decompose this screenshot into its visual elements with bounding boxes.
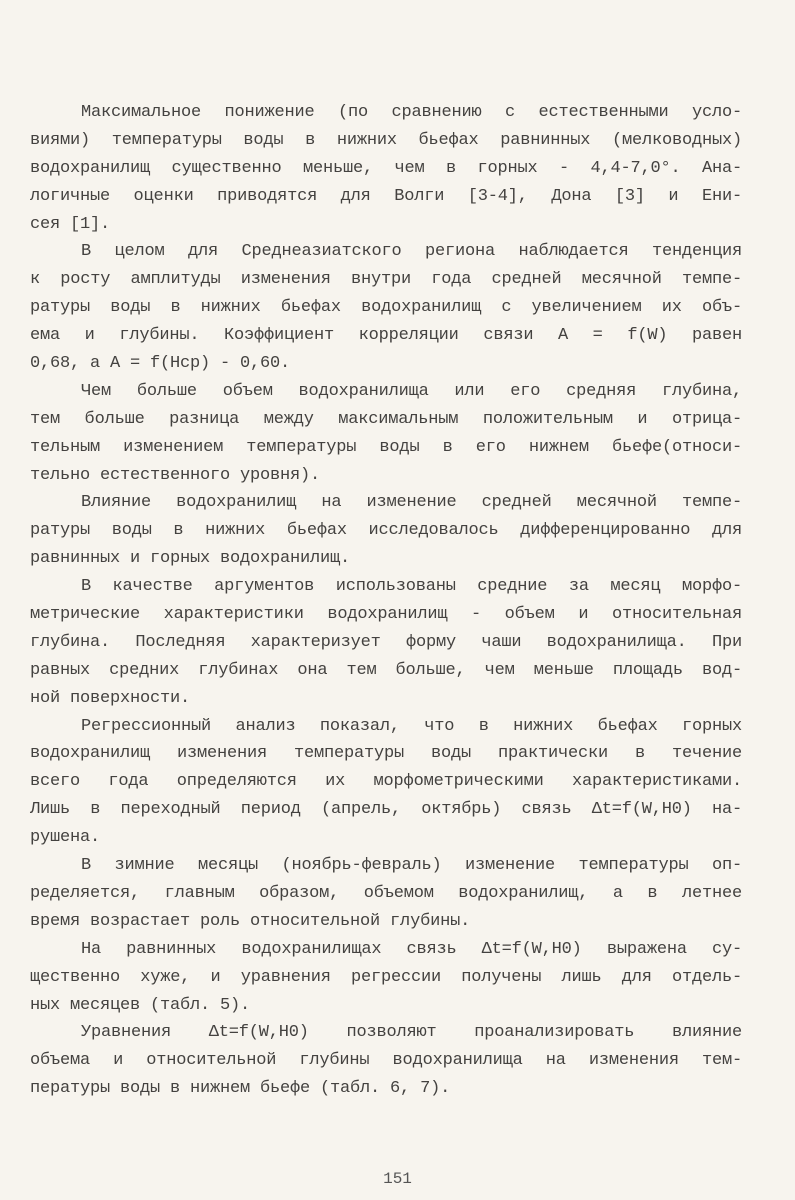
text-line: Регрессионный анализ показал, что в нижних бьефах горных <box>81 716 742 736</box>
text-line: ных месяцев (табл. 5). <box>30 995 251 1015</box>
text-line-formula: На равнинных водохранилищах связь Δt=f(W,H0) выражена су- <box>81 939 742 959</box>
body-text <box>30 99 742 1103</box>
text-line: щественно хуже, и уравнения регрессии получены лишь для отдель- <box>30 967 742 987</box>
text-line: В качестве аргументов использованы средние за месяц морфо- <box>81 577 742 597</box>
text-line: Чем больше объем водохранилища или его средняя глубина, <box>81 381 742 401</box>
text-line: ратуры воды в нижних бьефах исследовалось дифференцированно для <box>30 521 742 541</box>
paragraph-3 <box>30 378 742 490</box>
text-line: ратуры воды в нижних бьефах водохранилищ с увеличением их объ- <box>30 298 742 318</box>
paragraph-7 <box>30 852 742 936</box>
text-line: рушена. <box>30 828 101 848</box>
text-line: метрические характеристики водохранилищ - объем и относительная <box>30 605 742 625</box>
text-line: виями) температуры воды в нижних бьефах равнинных (мелководных) <box>30 130 742 150</box>
text-line: ема и глубины. Коэффициент корреляции связи A = f(W) равен <box>30 326 742 346</box>
page-number: 151 <box>383 1170 412 1188</box>
text-line: В зимние месяцы (ноябрь-февраль) изменение температуры оп- <box>81 856 742 876</box>
text-line: сея [1]. <box>30 214 111 234</box>
text-line: Влияние водохранилищ на изменение средней месячной темпе- <box>81 493 742 513</box>
text-line: всего года определяются их морфометрическими характеристиками. <box>30 772 742 792</box>
text-line: пературы воды в нижнем бьефе (табл. 6, 7). <box>30 1079 451 1099</box>
text-line: тельно естественного уровня). <box>30 465 321 485</box>
paragraph-6 <box>30 713 742 852</box>
text-line: тельным изменением температуры воды в его нижнем бьефе(относи- <box>30 437 742 457</box>
paragraph-8 <box>30 936 742 1020</box>
text-line-formula: Уравнения Δt=f(W,H0) позволяют проанализировать влияние <box>81 1023 742 1043</box>
text-line: тем больше разница между максимальным положительным и отрица- <box>30 409 742 429</box>
text-line: к росту амплитуды изменения внутри года средней месячной темпе- <box>30 270 742 290</box>
text-line: логичные оценки приводятся для Волги [3-4], Дона [3] и Ени- <box>30 186 742 206</box>
text-line-formula: 0,68, а A = f(Hcp) - 0,60. <box>30 354 291 374</box>
text-line: глубина. Последняя характеризует форму чаши водохранилища. При <box>30 632 742 652</box>
text-line: водохранилищ изменения температуры воды практически в течение <box>30 744 742 764</box>
text-line: объема и относительной глубины водохранилища на изменения тем- <box>30 1051 742 1071</box>
text-line: Максимальное понижение (по сравнению с естественными усло- <box>81 103 742 122</box>
paragraph-9 <box>30 1019 742 1103</box>
text-line-formula: Лишь в переходный период (апрель, октябрь) связь Δt=f(W,H0) на- <box>30 800 742 820</box>
paragraph-1 <box>30 99 742 238</box>
paragraph-5 <box>30 573 742 712</box>
text-line: ределяется, главным образом, объемом водохранилищ, а в летнее <box>30 883 742 903</box>
paragraph-2 <box>30 238 742 377</box>
text-line: ной поверхности. <box>30 688 191 708</box>
text-line: водохранилищ существенно меньше, чем в горных - 4,4-7,0°. Ана- <box>30 158 742 178</box>
text-line: равных средних глубинах она тем больше, чем меньше площадь вод- <box>30 660 742 680</box>
text-line: равнинных и горных водохранилищ. <box>30 549 351 569</box>
text-line: время возрастает роль относительной глубины. <box>30 911 471 931</box>
text-line: В целом для Среднеазиатского региона наблюдается тенденция <box>81 242 742 262</box>
paragraph-4 <box>30 489 742 573</box>
